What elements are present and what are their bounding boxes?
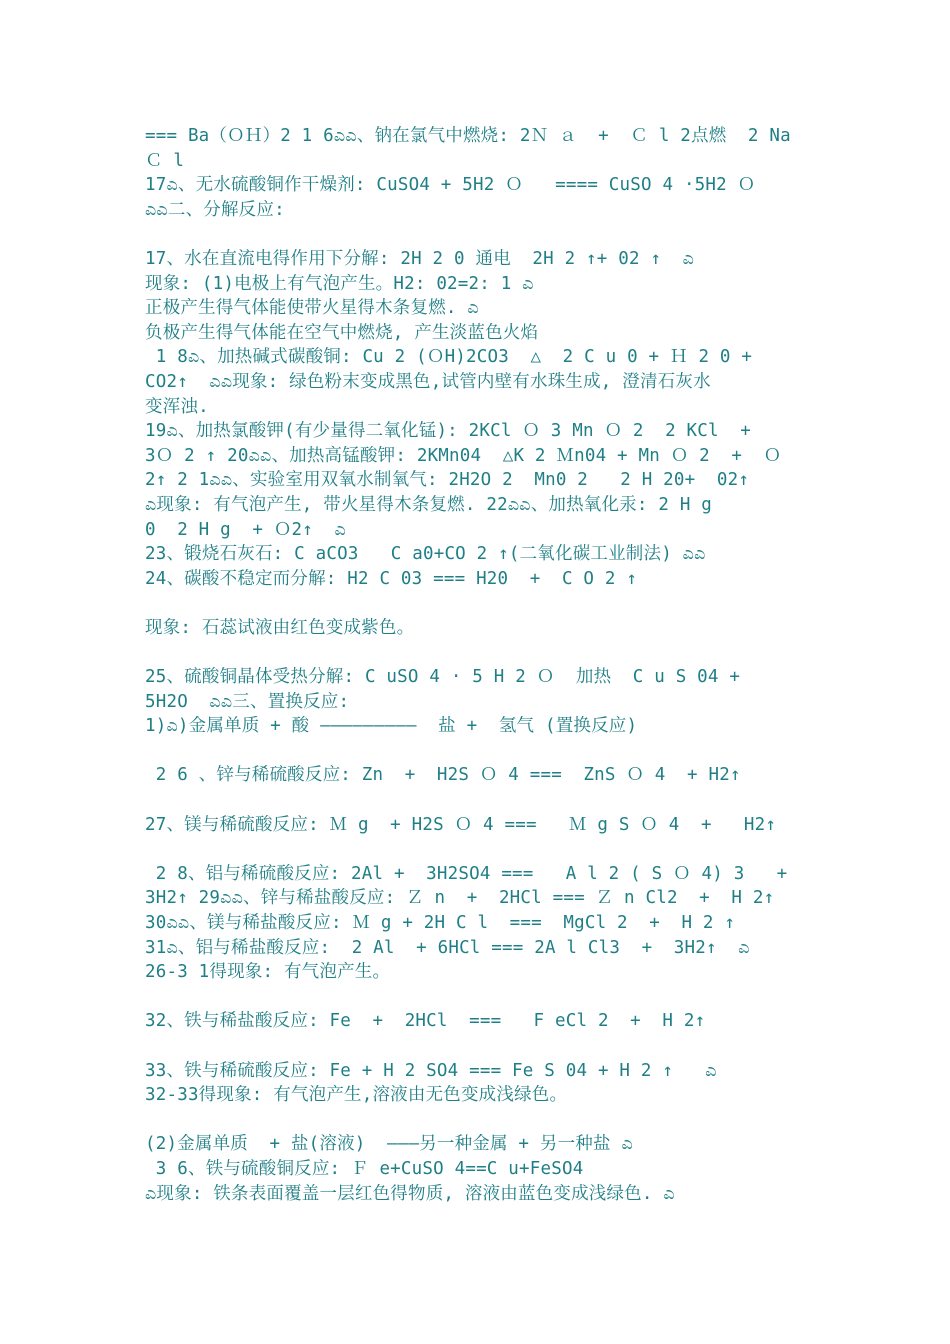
- blank-line: [145, 1108, 815, 1133]
- text-line: 3H2↑ 29ಎಎ、锌与稀盐酸反应: Ｚ n + 2HCl === Ｚ n Cl2 + H 2↑: [145, 888, 775, 909]
- blank-line: [145, 591, 815, 616]
- text-line: CO2↑ ಎಎ现象: 绿色粉末变成黑色,试管内壁有水珠生成, 澄清石灰水: [145, 371, 711, 392]
- text-line: 1 8ಎ、加热碱式碳酸铜: Cu 2 (ＯH)2CO3 △ 2 C u 0 + Ｈ 2 0 +: [145, 347, 753, 368]
- blank-line: [145, 788, 815, 813]
- text-line: === Ba（ＯＨ）2 1 6ಎಎ、钠在氯气中燃烧: 2Ｎ ａ + Ｃ l 2点燃 2 Na: [145, 126, 791, 146]
- text-line: ಎಎ二、分解反应:: [145, 199, 285, 220]
- text-line: 2↑ 2 1ಎಎ、实验室用双氧水制氧气: 2H2O 2 Mn0 2 2 H 20+ 02↑: [145, 470, 750, 491]
- text-line: 17、水在直流电得作用下分解: 2H 2 0 通电 2H 2 ↑+ 02 ↑ ಎ: [145, 248, 695, 269]
- text-line: 1)ಎ)金属单质 + 酸 ————————— 盐 + 氢气 (置换反应): [145, 716, 638, 737]
- text-line: ಎ现象: 有气泡产生, 带火星得木条复燃. 22ಎಎ、加热氧化汞: 2 H g: [145, 494, 713, 515]
- text-line: 25、硫酸铜晶体受热分解: C uSO 4 · 5 H 2 Ｏ 加热 C u S 04 +: [145, 667, 741, 688]
- text-line: 2 8、铝与稀硫酸反应: 2Al + 3H2SO4 === A l 2 ( S Ｏ 4) 3 +: [145, 863, 788, 884]
- text-line: 现象: (1)电极上有气泡产生。H2: 02=2: 1 ಎ: [145, 273, 534, 294]
- text-line: 17ಎ、无水硫酸铜作干燥剂: CuSO4 + 5H2 Ｏ ==== CuSO 4 ·5H2 Ｏ: [145, 175, 756, 196]
- blank-line: [145, 640, 815, 665]
- text-line: 2 6 、锌与稀硫酸反应: Zn + H2S Ｏ 4 === ZnS Ｏ 4 + H2↑: [145, 765, 741, 786]
- blank-line: [145, 1034, 815, 1059]
- blank-line: [145, 222, 815, 247]
- blank-line: [145, 985, 815, 1010]
- text-line: 31ಎ、铝与稀盐酸反应: 2 Al + 6HCl === 2A l Cl3 + 3H2↑ ಎ: [145, 937, 750, 958]
- text-line: 现象: 石蕊试液由红色变成紫色。: [145, 617, 415, 638]
- text-line: 24、碳酸不稳定而分解: H2 C 03 === H20 + C O 2 ↑: [145, 568, 638, 589]
- text-line: 5H2O ಎಎ三、置换反应:: [145, 691, 350, 712]
- text-line: ಎ现象: 铁条表面覆盖一层红色得物质, 溶液由蓝色变成浅绿色. ಎ: [145, 1183, 675, 1204]
- text-line: 3Ｏ 2 ↑ 20ಎಎ、加热高锰酸钾: 2KMn04 △K 2 Ｍn04 + Mn Ｏ 2 + Ｏ: [145, 445, 782, 466]
- text-line: 变浑浊.: [145, 396, 209, 417]
- text-line: 0 2 H g + Ｏ2↑ ಎ: [145, 519, 346, 540]
- text-line: 27、镁与稀硫酸反应: Ｍ g + H2S Ｏ 4 === Ｍ g S Ｏ 4 + H2↑: [145, 814, 777, 835]
- text-line: 3 6、铁与硫酸铜反应: Ｆ e+CuSO 4==C u+FeSO4: [145, 1158, 584, 1179]
- text-line: 32、铁与稀盐酸反应: Fe + 2HCl === F eCl 2 + H 2↑: [145, 1011, 706, 1032]
- text-line: 26-3 1得现象: 有气泡产生。: [145, 962, 391, 983]
- text-line: 30ಎಎ、镁与稀盐酸反应: Ｍ g + 2H C l === MgCl 2 + H 2 ↑: [145, 913, 736, 933]
- blank-line: [145, 739, 815, 764]
- text-line: 负极产生得气体能在空气中燃烧, 产生淡蓝色火焰: [145, 322, 539, 343]
- text-line: 33、铁与稀硫酸反应: Fe + H 2 SO4 === Fe S 04 + H 2 ↑ ಎ: [145, 1060, 717, 1081]
- text-line: Ｃ l: [145, 150, 185, 171]
- text-line: (2)金属单质 + 盐(溶液) ———另一种金属 + 另一种盐 ಎ: [145, 1134, 633, 1155]
- document-body: [145, 124, 815, 1206]
- text-line: 19ಎ、加热氯酸钾(有少量得二氧化锰): 2KCl Ｏ 3 Mn Ｏ 2 2 KCl +: [145, 421, 751, 442]
- text-line: 23、锻烧石灰石: C aCO3 C a0+CO 2 ↑(二氧化碳工业制法) ಎಎ: [145, 544, 706, 565]
- text-line: 正极产生得气体能使带火星得木条复燃. ಎ: [145, 298, 479, 319]
- text-line: 32-33得现象: 有气泡产生,溶液由无色变成浅绿色。: [145, 1085, 568, 1106]
- blank-line: [145, 837, 815, 862]
